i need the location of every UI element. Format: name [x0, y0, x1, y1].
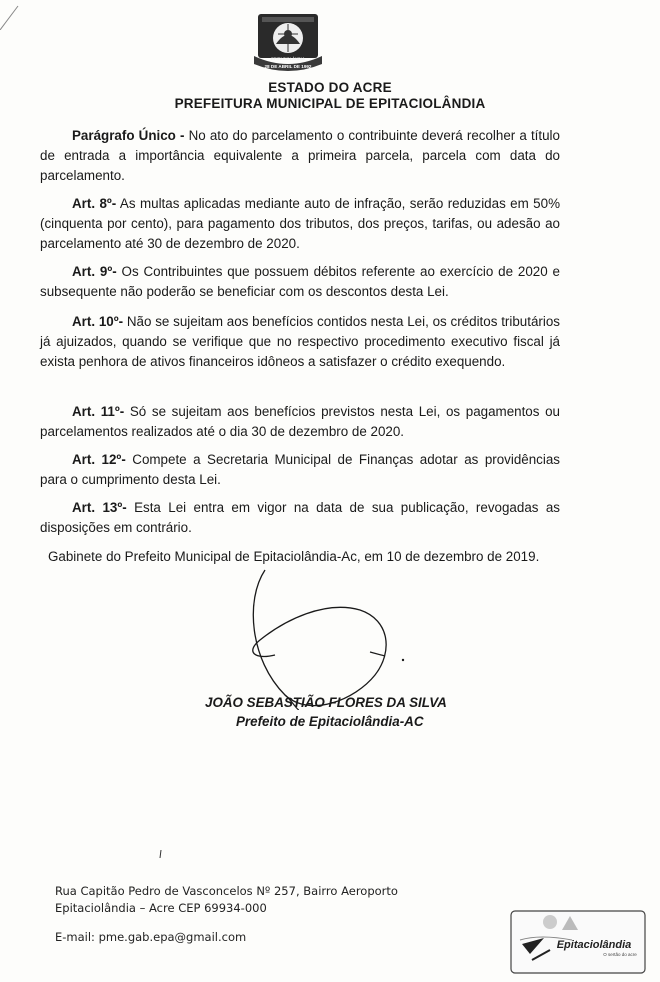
footer-email: E-mail: pme.gab.epa@gmail.com — [55, 930, 247, 944]
municipal-crest-icon — [252, 12, 324, 74]
article-11-label: Art. 11º- — [72, 404, 125, 419]
article-9-label: Art. 9º- — [72, 264, 117, 279]
footer-address-street: Rua Capitão Pedro de Vasconcelos Nº 257, Bairro Aeroporto — [55, 884, 398, 898]
article-11-text: Só se sujeitam aos benefícios previstos nesta Lei, os pagamentos ou parcelamentos realizados até o dia 30 de dezembro de 2020. — [40, 404, 560, 439]
article-10-text: Não se sujeitam aos benefícios contidos nesta Lei, os créditos tributários já ajuizados, quando se verifique que no respectivo procedimento executivo fiscal já exista penhora de ativos financeiros idôneos a satisfazer o crédito exequendo. — [40, 314, 560, 369]
article-8-text: As multas aplicadas mediante auto de infração, serão reduzidas em 50% (cinquenta por cento), para pagamento dos tributos, dos preços, tarifas, ou adesão ao parcelamento até 30 de dezembro de 2020. — [40, 196, 560, 251]
article-10 — [40, 312, 560, 372]
logo-tagline: O sertão do acre — [603, 952, 637, 957]
article-10-label: Art. 10º- — [72, 314, 124, 329]
signatory-title: Prefeito de Epitaciolândia-AC — [236, 714, 424, 729]
crest-ribbon-date: 28 DE ABRIL DE 1992 — [264, 64, 312, 69]
article-12-text: Compete a Secretaria Municipal de Finanças adotar as providências para o cumprimento desta Lei. — [40, 452, 560, 487]
article-12-label: Art. 12º- — [72, 452, 126, 467]
article-8-label: Art. 8º- — [72, 196, 117, 211]
article-13-text: Esta Lei entra em vigor na data de sua publicação, revogadas as disposições em contrário. — [40, 500, 560, 535]
logo-name: Epitaciolândia — [556, 939, 632, 951]
stray-ink-mark — [158, 850, 164, 858]
article-13-label: Art. 13º- — [72, 500, 127, 515]
epitaciolandia-logo-icon — [510, 910, 646, 974]
crest-ribbon-name: EPITACIOLÂNDIA — [271, 56, 305, 61]
article-13 — [40, 498, 560, 538]
paragrafo-unico-label: Parágrafo Único - — [72, 128, 185, 143]
article-12 — [40, 450, 560, 490]
scan-corner-mark — [0, 0, 30, 30]
article-8 — [40, 194, 560, 254]
article-9 — [40, 262, 560, 302]
header-state: ESTADO DO ACRE — [268, 80, 392, 95]
paragrafo-unico-text: No ato do parcelamento o contribuinte deverá recolher a título de entrada a importância equivalente a primeira parcela, parcela com data do parcelamento. — [40, 128, 560, 183]
article-9-text: Os Contribuintes que possuem débitos referente ao exercício de 2020 e subsequente não poderão se beneficiar com os descontos desta Lei. — [40, 264, 560, 299]
article-11 — [40, 402, 560, 442]
paragrafo-unico — [40, 126, 560, 186]
footer-address-city: Epitaciolândia – Acre CEP 69934-000 — [55, 901, 267, 915]
handwritten-signature — [225, 560, 455, 710]
header-prefeitura: PREFEITURA MUNICIPAL DE EPITACIOLÂNDIA — [174, 96, 486, 111]
signatory-name: JOÃO SEBASTIÃO FLORES DA SILVA — [205, 695, 447, 710]
gabinete-date-line: Gabinete do Prefeito Municipal de Epitaciolândia-Ac, em 10 de dezembro de 2019. — [48, 549, 540, 564]
